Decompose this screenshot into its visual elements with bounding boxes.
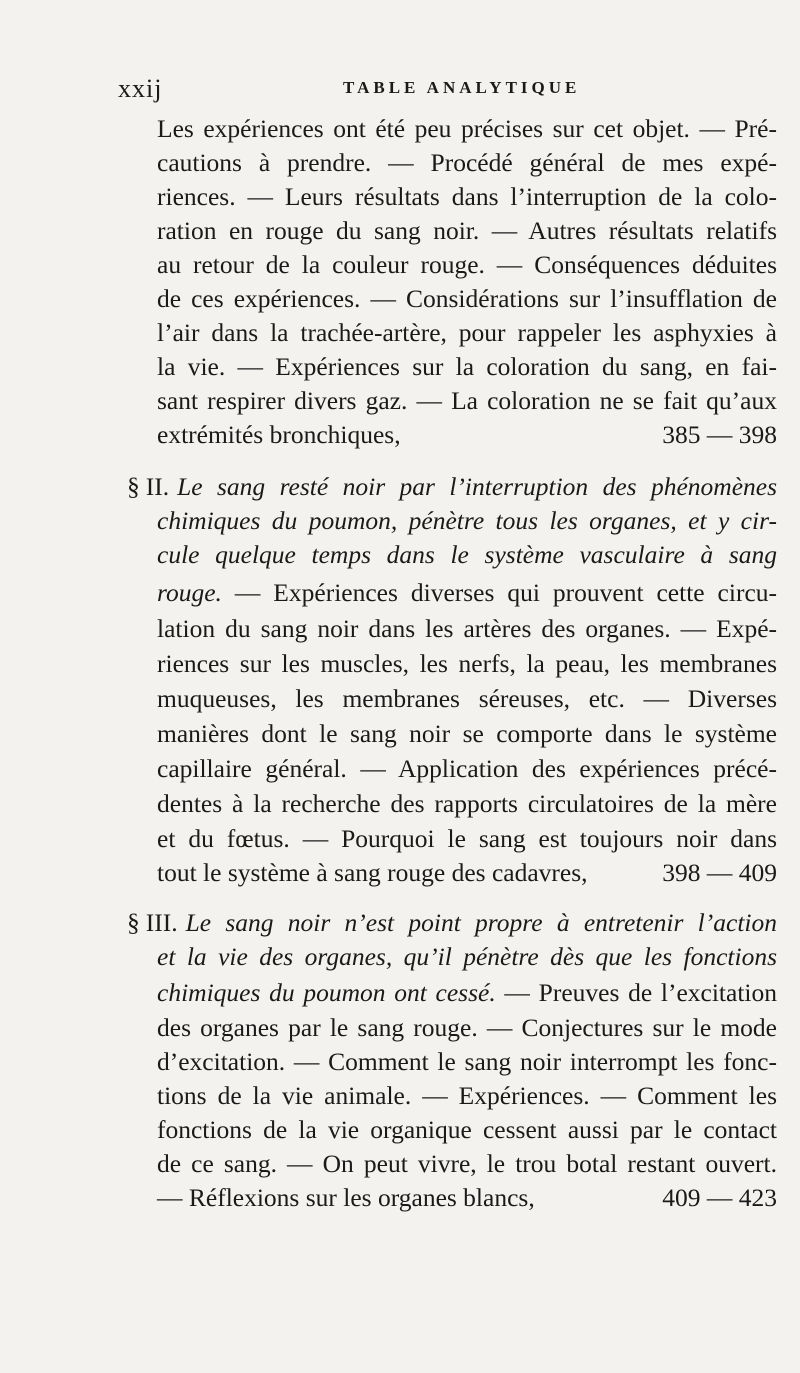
text-line: fonctions de la vie organique cessent aussi par le contact [157,1115,777,1144]
text-line: l’air dans la trachée-artère, pour rappeler les asphyxies à [157,318,777,347]
text-line: des organes par le sang rouge. — Conjectures sur le mode [157,1013,777,1042]
page-number: xxij [118,74,163,103]
page-range: 385 — 398 [662,420,777,449]
running-title: TABLE ANALYTIQUE [343,78,581,97]
italic-text: Le sang noir n’est point propre à entretenir l’action [185,908,777,937]
text-line: riences sur les muscles, les nerfs, la peau, les membranes [157,649,777,678]
text-line: Les expériences ont été peu précises sur cet objet. — Pré- [157,114,777,143]
text-line: au retour de la couleur rouge. — Conséquences déduites [157,250,777,279]
section-number: II. [145,472,170,501]
text-line: ration en rouge du sang noir. — Autres résultats relatifs [157,216,777,245]
text-line: riences. — Leurs résultats dans l’interruption de la colo- [157,182,777,211]
text-line: dentes à la recherche des rapports circulatoires de la mère [157,789,777,818]
section-heading-line [127,906,777,940]
section-sign: § [127,472,140,501]
italic-text: Le sang resté noir par l’interruption des phénomènes [177,472,777,501]
text-line: d’excitation. — Comment le sang noir interrompt les fonc- [157,1047,777,1076]
text-span: — Expériences diverses qui prouvent cette circu- [221,578,777,607]
italic-line: cule quelque temps dans le système vasculaire à sang [157,540,777,569]
text-line: manières dont le sang noir se comporte dans le système [157,719,777,748]
text-line: muqueuses, les membranes séreuses, etc. — Diverses [157,684,777,713]
text-line: extrémités bronchiques, [157,420,401,449]
italic-line: et la vie des organes, qu’il pénètre dès que les fonctions [157,942,777,971]
text-line [157,576,777,610]
text-span: — Preuves de l’excitation [495,978,777,1007]
page-header [0,70,800,106]
italic-line: chimiques du poumon, pénètre tous les organes, et y cir- [157,506,777,535]
text-line: de ce sang. — On peut vivre, le trou botal restant ouvert. [157,1149,777,1178]
text-line: tions de la vie animale. — Expériences. — Comment les [157,1081,777,1110]
text-line: et du fœtus. — Pourquoi le sang est toujours noir dans [157,824,777,853]
text-line: la vie. — Expériences sur la coloration du sang, en fai- [157,352,777,381]
section-number: III. [145,908,178,937]
italic-text: rouge. [157,578,222,607]
text-line: de ces expériences. — Considérations sur l’insufflation de [157,284,777,313]
text-line: lation du sang noir dans les artères des organes. — Expé- [157,614,777,643]
italic-text: chimiques du poumon ont cessé. [157,978,496,1007]
page-range: 409 — 423 [662,1183,777,1212]
section-sign: § [127,908,140,937]
text-line: tout le système à sang rouge des cadavres, [157,858,588,887]
section-heading-line [127,470,777,504]
text-line: cautions à prendre. — Procédé général de mes expé- [157,148,777,177]
text-line [157,976,777,1010]
page-range: 398 — 409 [662,858,777,887]
text-line: — Réflexions sur les organes blancs, [157,1183,535,1212]
text-line: sant respirer divers gaz. — La coloration ne se fait qu’aux [157,386,777,415]
text-line: capillaire général. — Application des expériences précé- [157,754,777,783]
